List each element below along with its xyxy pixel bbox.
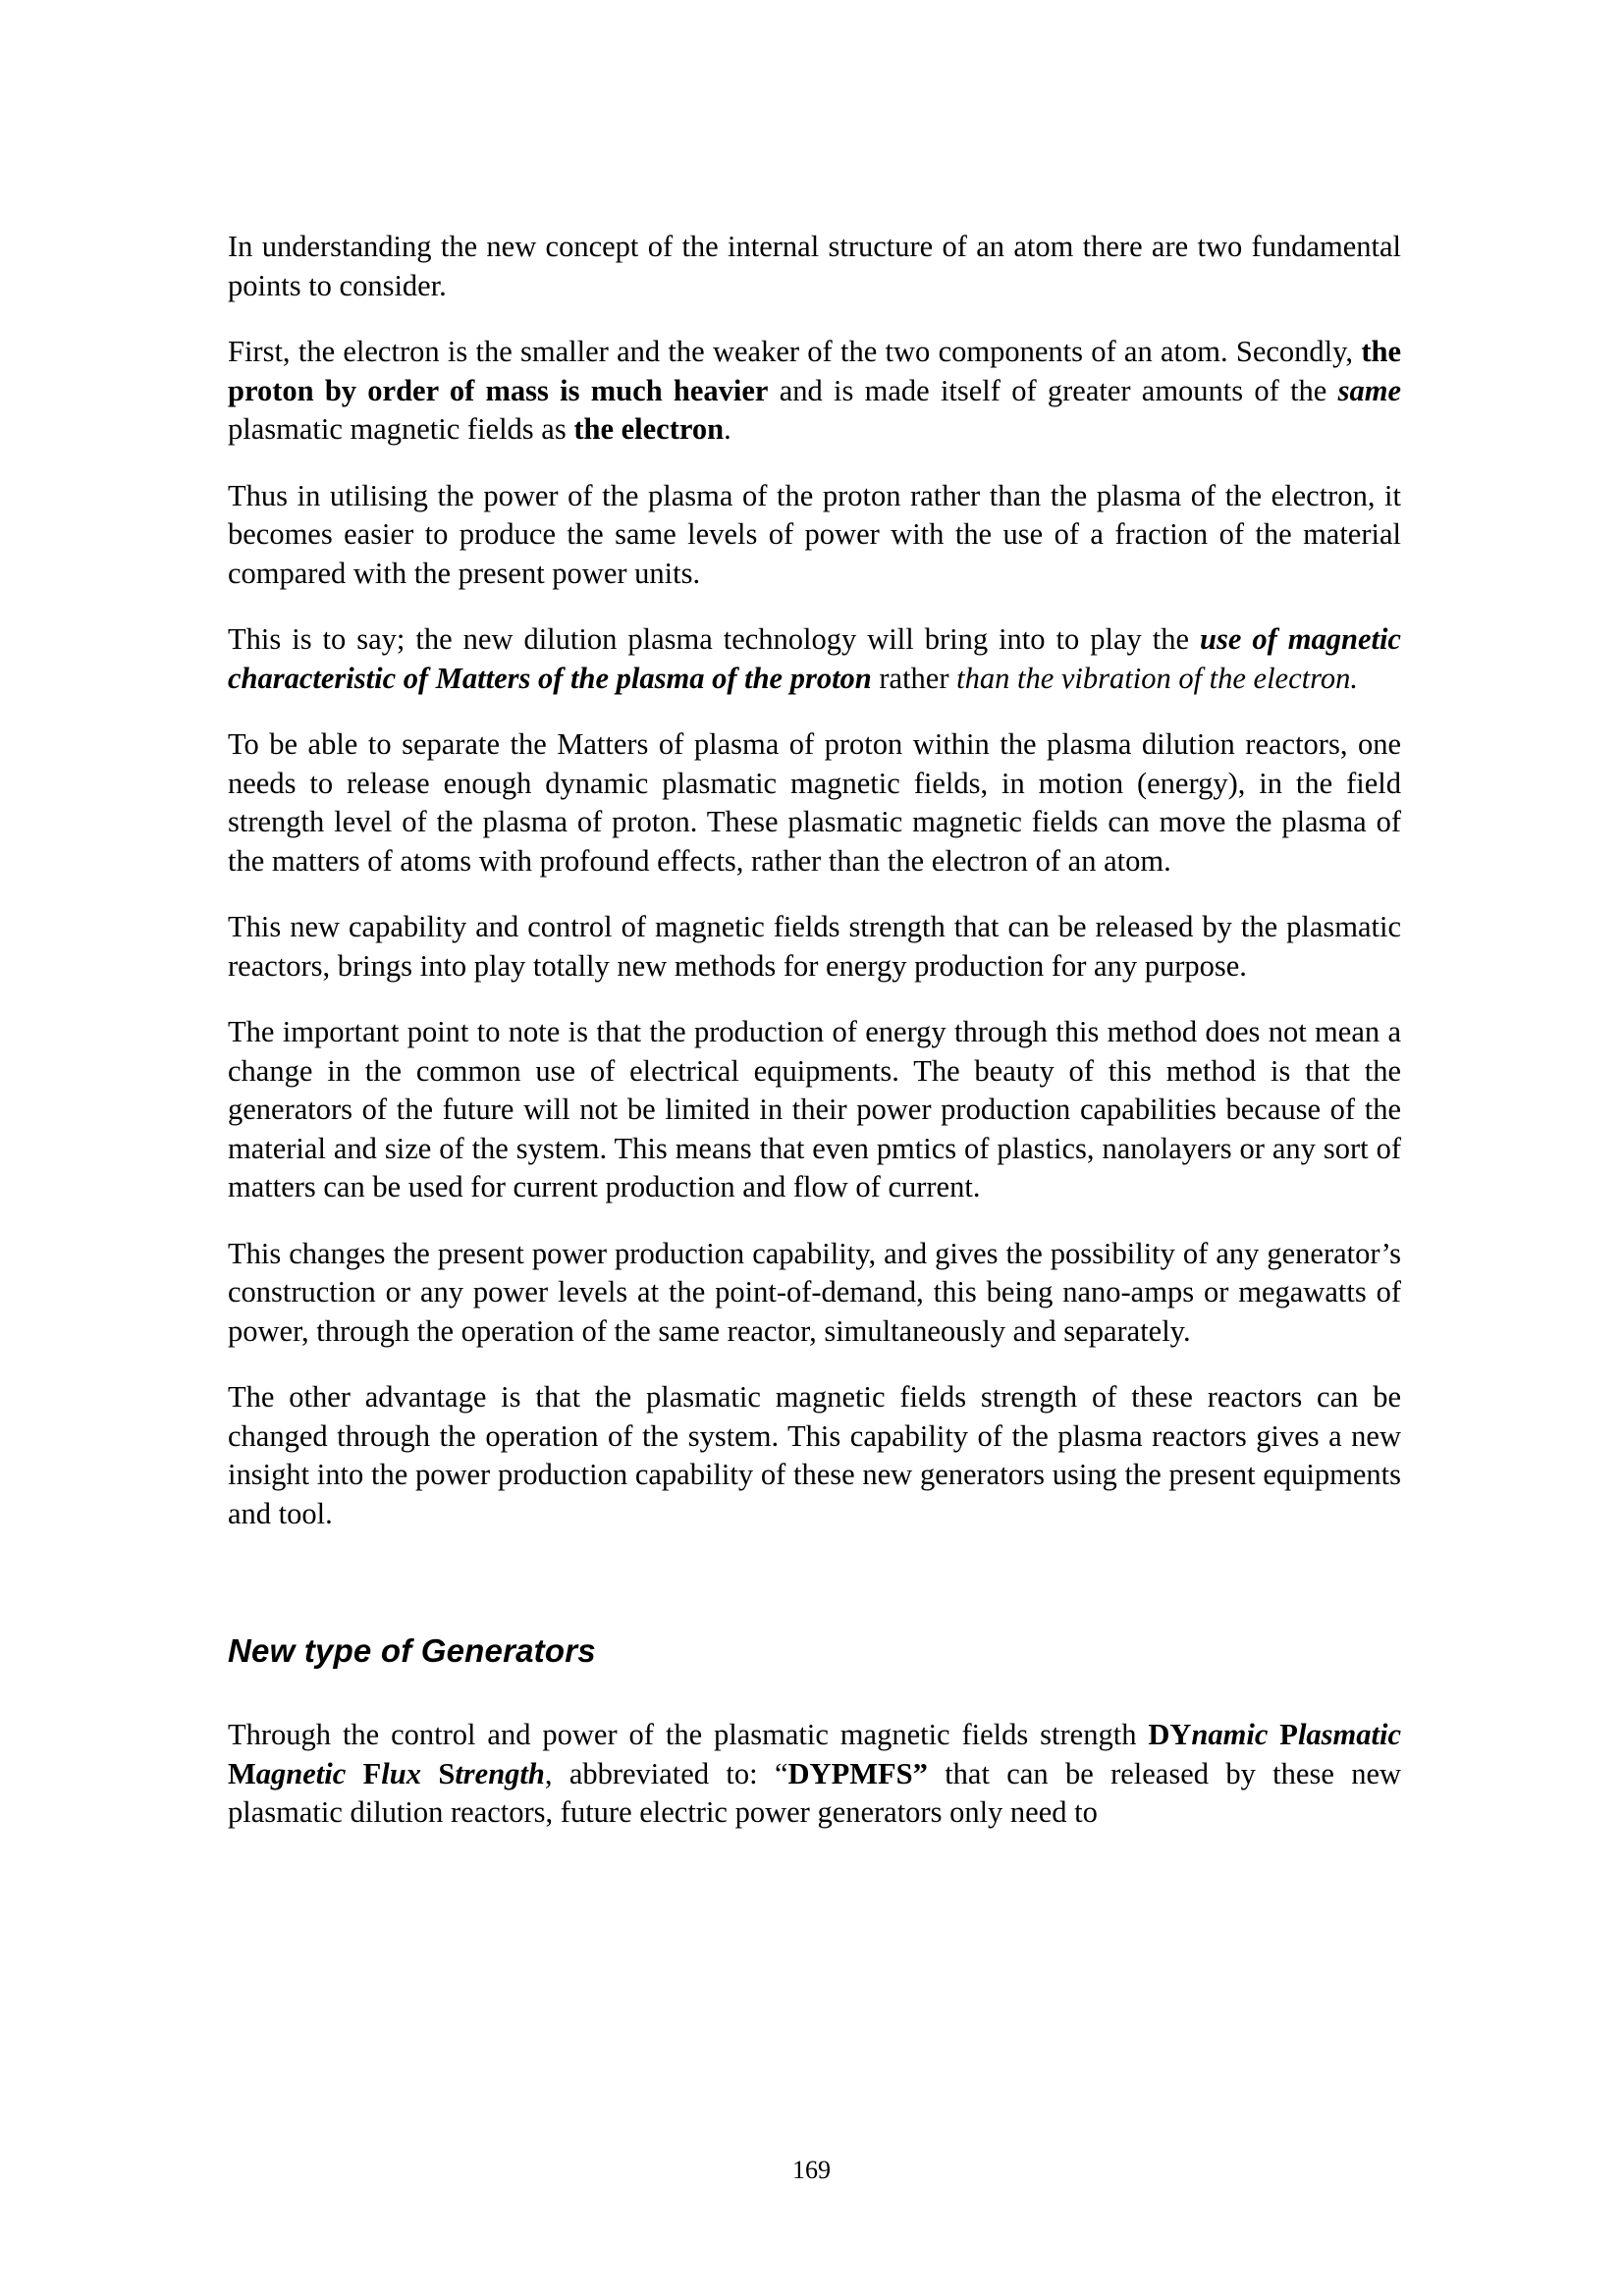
body-paragraphs: [228, 228, 1401, 1533]
paragraph: [228, 1235, 1401, 1352]
paragraph: [228, 1013, 1401, 1207]
text-run: [1268, 1718, 1279, 1751]
text-run: Through the control and power of the plasmatic magnetic fields strength: [228, 1718, 1149, 1751]
text-run: M: [228, 1756, 256, 1790]
text-run: S: [438, 1756, 456, 1790]
page-number: 169: [792, 2156, 831, 2184]
text-run: rather: [871, 661, 957, 695]
paragraph: [228, 228, 1401, 305]
text-run: namic: [1191, 1718, 1269, 1751]
text-run: the electron: [573, 412, 725, 446]
text-run: [346, 1757, 362, 1790]
paragraph: [228, 1378, 1401, 1533]
paragraph: [228, 477, 1401, 594]
text-run: Thus in utilising the power of the plasma of the proton rather than the plasma of the electron, it becomes easier to produce the same levels of power with the use of a fraction of the material compared with the present power units.: [228, 478, 1401, 590]
section-heading: New type of Generators: [228, 1632, 596, 1669]
text-run: lux: [381, 1756, 421, 1790]
after-heading-paragraphs: [228, 1716, 1401, 1833]
page-content: [228, 228, 1401, 1833]
text-run: trength: [455, 1756, 545, 1790]
section-heading-block: [228, 1631, 1401, 1671]
text-run: [421, 1757, 438, 1790]
paragraph: [228, 1716, 1401, 1833]
text-run: To be able to separate the Matters of plasma of proton within the plasma dilution reactors, one needs to release enough dynamic plasmatic magnetic fields, in motion (energy), in the field strength level of the plasma of proton. These plasmatic magnetic fields can move the plasma of the matters of atoms with profound effects, rather than the electron of an atom.: [228, 727, 1401, 878]
text-run: the proton by order of mass is much heavier: [228, 335, 1401, 407]
text-run: The other advantage is that the plasmatic magnetic fields strength of these reactors can be changed through the operation of the system. This capability of the plasma reactors gives a new insight into the power production capability of these new generators using the present equipments and tool.: [228, 1380, 1401, 1530]
text-run: F: [362, 1756, 382, 1790]
paragraph: [228, 620, 1401, 698]
text-run: lasmatic: [1297, 1718, 1401, 1751]
text-run: DYPMFS”: [787, 1756, 928, 1790]
text-run: First, the electron is the smaller and the weaker of the two components of an atom. Secondly,: [228, 335, 1362, 368]
text-run: agnetic: [255, 1756, 347, 1790]
paragraph: [228, 908, 1401, 986]
text-run: than the vibration of the electron.: [956, 661, 1358, 695]
paragraph: [228, 333, 1401, 450]
text-run: plasmatic magnetic fields as: [228, 412, 574, 446]
text-run: This changes the present power production capability, and gives the possibility of any generator’s construction or any power levels at the point-of-demand, this being nano-amps or megawatts of power, through the operation of the same reactor, simultaneously and separately.: [228, 1236, 1401, 1348]
text-run: same: [1337, 373, 1401, 407]
text-run: and is made itself of greater amounts of the: [768, 373, 1338, 407]
text-run: .: [724, 412, 731, 446]
paragraph: [228, 725, 1401, 881]
text-run: P: [1279, 1718, 1298, 1751]
text-run: In understanding the new concept of the internal structure of an atom there are two fundamental points to consider.: [228, 230, 1401, 302]
text-run: The important point to note is that the production of energy through this method does not mean a change in the common use of electrical equipments. The beauty of this method is that the generators of the future will not be limited in their power production capabilities because of the material and size of the system. This means that even pmtics of plastics, nanolayers or any sort of matters can be used for current production and flow of current.: [228, 1015, 1401, 1203]
text-run: that can be released by these new plasmatic dilution reactors, future electric power generators only need to: [228, 1756, 1402, 1829]
text-run: , abbreviated to: “: [544, 1756, 788, 1790]
text-run: This is to say; the new dilution plasma technology will bring into to play the: [228, 622, 1200, 656]
text-run: DY: [1148, 1718, 1192, 1751]
text-run: This new capability and control of magnetic fields strength that can be released by the plasmatic reactors, brings into play totally new methods for energy production for any purpose.: [228, 910, 1401, 983]
text-run: use of magnetic characteristic of Matters of the plasma of the proton: [228, 622, 1401, 695]
